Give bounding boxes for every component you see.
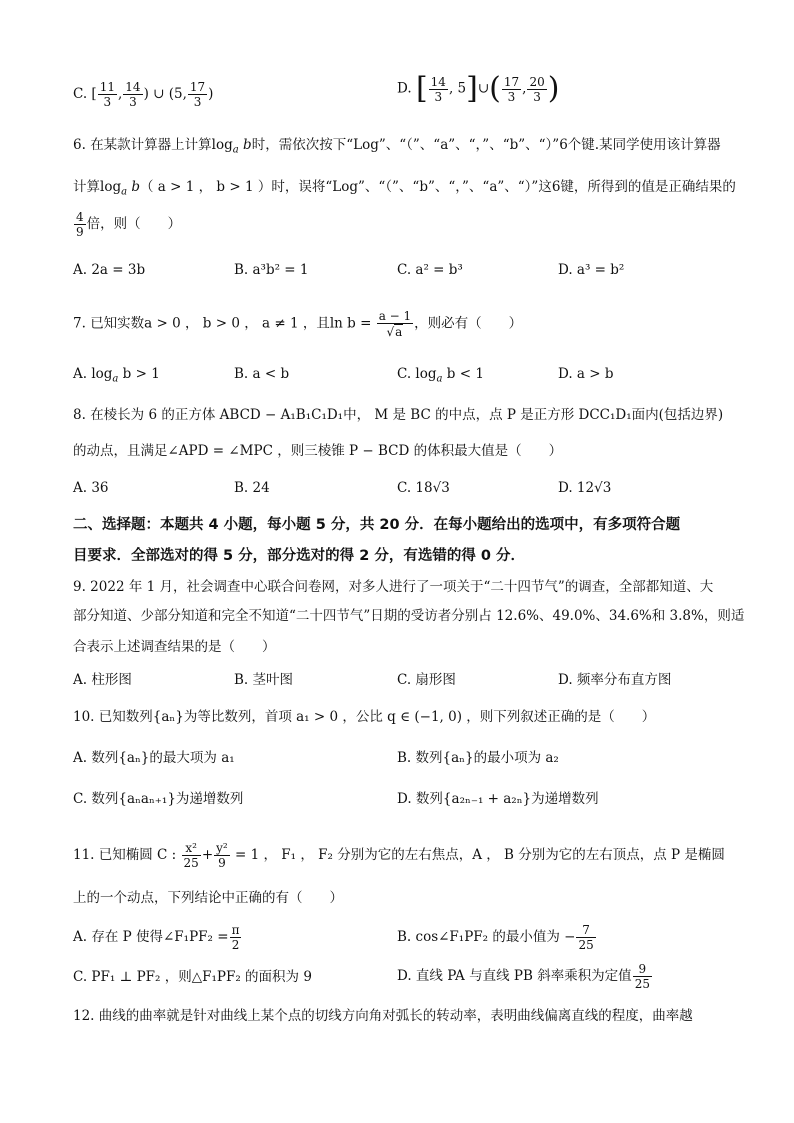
- q7-option-a: A. $\log_a b > 1$: [73, 366, 160, 385]
- q9-option-d: D. 频率分布直方图: [558, 672, 672, 688]
- q5-option-d: D. [ $\frac{14}{3}$ , 5]∪( $\frac{17}{3}$ , $\frac{20}{3}$ ): [397, 71, 560, 106]
- section2-heading-line1: 二、选择题：本题共 4 小题，每小题 5 分，共 20 分．在每小题给出的选项中，有多项符合题: [73, 517, 681, 533]
- q9-option-c: C. 扇形图: [397, 672, 456, 688]
- q10-option-a: A. 数列{aₙ}的最大项为 a₁: [73, 750, 235, 766]
- q6-option-c: C. a² = b³: [397, 262, 463, 278]
- q11-line1: 11. 已知椭圆 C : $\frac{\text{x²}}{25}$ + $\frac{\text{y²}}{9}$ = 1 ， F₁ ， F₂ 分别为它的左右焦点，A ， B 分别为它的左右顶点，点 P 是椭圆: [73, 841, 725, 870]
- q6-line3: $\frac{4}{9}$ 倍，则（ ）: [76, 210, 182, 239]
- q7-stem: 7. 已知实数a > 0 ， b > 0 ， a ≠ 1 ，且ln b = $\frac{a - 1}{√a}$ ，则必有（ ）: [73, 309, 523, 339]
- q8-line1: 8. 在棱长为 6 的正方体 ABCD − A₁B₁C₁D₁中， M 是 BC 的中点，点 P 是正方形 DCC₁D₁面内(包括边界): [73, 407, 724, 423]
- q8-option-a: A. 36: [73, 480, 109, 496]
- q9-line1: 9. 2022 年 1 月，社会调查中心联合问卷网，对多人进行了一项关于“二十四节气”的调查，全部都知道、大: [73, 579, 714, 595]
- q5-option-c: C. [ $\frac{11}{3}$ , $\frac{14}{3}$ ) ∪ (5, $\frac{17}{3}$ ): [73, 80, 214, 109]
- q10-option-d: D. 数列{a₂ₙ₋₁ + a₂ₙ}为递增数列: [397, 791, 599, 807]
- q10-option-b: B. 数列{aₙ}的最小项为 a₂: [397, 750, 559, 766]
- q6-line1: 6. 在某款计算器上计算$\log_a b$时，需依次按下“Log”、“（”、“a”、“，”、“b”、“）”6个键.某同学使用该计算器: [73, 137, 721, 156]
- q11-option-c: C. PF₁ ⊥ PF₂ ，则△F₁PF₂ 的面积为 9: [73, 969, 312, 985]
- q6-option-a: A. 2a = 3b: [73, 262, 146, 278]
- q10-stem: 10. 已知数列{aₙ}为等比数列，首项 a₁ > 0 ，公比 q ∈ (−1, 0) ，则下列叙述正确的是（ ）: [73, 709, 656, 725]
- q8-option-b: B. 24: [234, 480, 270, 496]
- q11-line2: 上的一个动点，下列结论中正确的有（ ）: [73, 890, 343, 906]
- q12-line1: 12. 曲线的曲率就是针对曲线上某个点的切线方向角对弧长的转动率，表明曲线偏离直线的程度，曲率越: [73, 1008, 693, 1024]
- q11-option-b: B. cos∠F₁PF₂ 的最小值为 − $\frac{7}{25}$: [397, 923, 594, 952]
- q7-option-c: C. $\log_a b < 1$: [397, 366, 484, 385]
- q9-option-a: A. 柱形图: [73, 672, 132, 688]
- q6-line2: 计算$\log_a b$（ a > 1 ， b > 1 ）时，误将“Log”、“（”、“b”、“，”、“a”、“）”这6键，所得到的值是正确结果的: [73, 179, 736, 198]
- q7-option-d: D. a > b: [558, 366, 614, 382]
- q8-option-c: C. 18√3: [397, 480, 450, 496]
- q8-line2: 的动点，且满足∠APD = ∠MPC ，则三棱锥 P − BCD 的体积最大值是（ ）: [73, 443, 563, 459]
- q7-option-b: B. a < b: [234, 366, 290, 382]
- q9-line2: 部分知道、少部分知道和完全不知道“二十四节气”日期的受访者分别占 12.6%、49.0%、34.6%和 3.8%，则适: [73, 608, 745, 624]
- q8-option-d: D. 12√3: [558, 480, 612, 496]
- q10-option-c: C. 数列{aₙaₙ₊₁}为递增数列: [73, 791, 244, 807]
- q6-option-b: B. a³b² = 1: [234, 262, 309, 278]
- q11-option-a: A. 存在 P 使得∠F₁PF₂ = $\frac{\pi}{2}$: [73, 923, 240, 952]
- q9-line3: 合表示上述调查结果的是（ ）: [73, 639, 276, 655]
- q9-option-b: B. 茎叶图: [234, 672, 294, 688]
- q11-option-d: D. 直线 PA 与直线 PB 斜率乘积为定值 $\frac{9}{25}$: [397, 962, 650, 991]
- section2-heading-line2: 目要求．全部选对的得 5 分，部分选对的得 2 分，有选错的得 0 分．: [73, 548, 526, 564]
- q6-option-d: D. a³ = b²: [558, 262, 625, 278]
